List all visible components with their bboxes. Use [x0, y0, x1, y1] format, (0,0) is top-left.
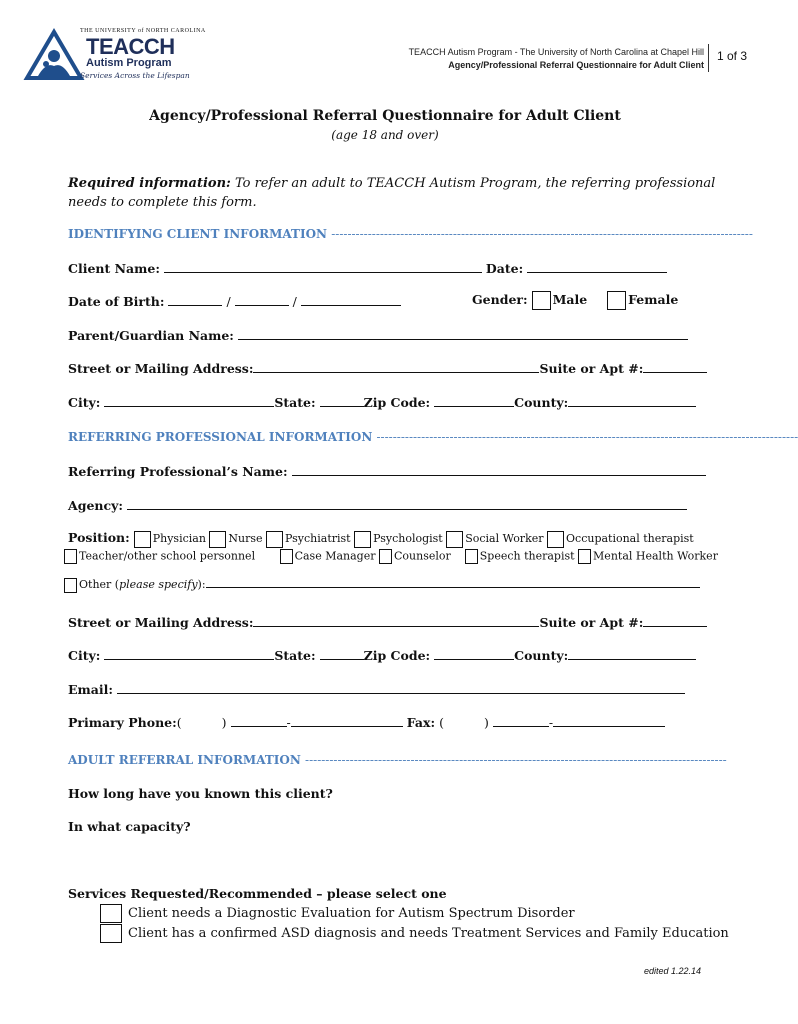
- client-state-label: State:: [274, 395, 316, 410]
- service-option-1: [100, 904, 575, 923]
- position-row1: [68, 530, 694, 548]
- prof-suite-field[interactable]: [643, 614, 707, 627]
- prof-street-label: Street or Mailing Address:: [68, 615, 254, 630]
- known-question: How long have you known this client?: [68, 786, 333, 801]
- position-counselor-checkbox[interactable]: [379, 549, 392, 564]
- client-suite-label: Suite or Apt #:: [539, 361, 644, 376]
- position-case-manager-checkbox[interactable]: [280, 549, 293, 564]
- fax-label: Fax:: [406, 715, 436, 730]
- dob-month-field[interactable]: [168, 293, 222, 306]
- page-header: [409, 46, 704, 72]
- page-subtitle: (age 18 and over): [331, 128, 439, 142]
- prof-city-row: [68, 647, 696, 663]
- capacity-question: In what capacity?: [68, 819, 191, 834]
- page-title: Agency/Professional Referral Questionnaire for Adult Client: [149, 108, 621, 124]
- gender-row: [472, 291, 678, 310]
- section-dash: --------------------------------------------------------------------------------------------------------: [376, 430, 798, 444]
- logo-name: TEACCH: [86, 34, 175, 59]
- prof-zip-field[interactable]: [434, 647, 514, 660]
- known-row: [68, 786, 333, 801]
- prof-state-label: State:: [274, 648, 316, 663]
- gender-male-label: Male: [552, 292, 588, 307]
- client-street-row: [68, 360, 707, 376]
- position-psychologist-label: Psychologist: [373, 532, 443, 545]
- intro-bold: Required information:: [68, 176, 231, 191]
- client-name-field[interactable]: [164, 260, 482, 273]
- section-dash: --------------------------------------------------------------------------------------------------------: [331, 227, 753, 241]
- agency-row: [68, 497, 687, 513]
- dob-year-field[interactable]: [301, 293, 401, 306]
- position-other-checkbox[interactable]: [64, 578, 77, 593]
- date-label: Date:: [485, 261, 524, 276]
- phone-dash: -: [286, 715, 291, 730]
- dob-day-field[interactable]: [235, 293, 289, 306]
- date-field[interactable]: [527, 260, 667, 273]
- gender-female-label: Female: [628, 292, 679, 307]
- position-psychiatrist-label: Psychiatrist: [285, 532, 351, 545]
- dob-slash: /: [292, 294, 297, 309]
- agency-field[interactable]: [127, 497, 687, 510]
- position-speech-label: Speech therapist: [479, 549, 575, 563]
- client-city-field[interactable]: [104, 394, 274, 407]
- guardian-row: [68, 327, 688, 343]
- header-line2: Agency/Professional Referral Questionnaire for Adult Client: [448, 60, 704, 70]
- services-title: Services Requested/Recommended – please select one: [68, 886, 447, 901]
- client-zip-field[interactable]: [434, 394, 514, 407]
- logo-university: THE UNIVERSITY of NORTH CAROLINA: [80, 28, 206, 34]
- section-dash: --------------------------------------------------------------------------------------------------------: [305, 753, 727, 767]
- position-speech-checkbox[interactable]: [465, 549, 478, 564]
- header-line1: TEACCH Autism Program - The University of North Carolina at Chapel Hill: [408, 47, 704, 57]
- position-nurse-checkbox[interactable]: [209, 531, 226, 548]
- prof-name-field[interactable]: [292, 463, 706, 476]
- fax-paren-open: (: [439, 715, 444, 730]
- client-name-label: Client Name:: [68, 261, 160, 276]
- guardian-label: Parent/Guardian Name:: [68, 328, 234, 343]
- fax-dash: -: [548, 715, 554, 730]
- phone-paren-close: ): [221, 715, 227, 730]
- prof-county-label: County:: [514, 648, 569, 663]
- gender-label: Gender:: [472, 292, 528, 307]
- position-case-manager-label: Case Manager: [294, 549, 376, 563]
- prof-city-field[interactable]: [104, 647, 274, 660]
- section-professional-heading: [68, 430, 798, 444]
- services-title-row: [68, 886, 447, 901]
- client-city-row: [68, 394, 696, 410]
- prof-street-field[interactable]: [253, 614, 539, 627]
- footer-edited: edited 1.22.14: [644, 966, 702, 976]
- position-social-worker-label: Social Worker: [465, 532, 544, 545]
- position-teacher-checkbox[interactable]: [64, 549, 77, 564]
- email-row: [68, 681, 685, 697]
- position-mhw-checkbox[interactable]: [578, 549, 591, 564]
- fax-paren-close: ): [483, 715, 489, 730]
- prof-name-row: [68, 463, 706, 479]
- position-ot-checkbox[interactable]: [547, 531, 564, 548]
- position-other-specify: please specify: [119, 578, 198, 591]
- intro-body: To refer an adult to TEACCH Autism Program, the referring professional needs to complete this form.: [68, 176, 716, 210]
- service-diagnostic-label: Client needs a Diagnostic Evaluation for Autism Spectrum Disorder: [128, 906, 575, 921]
- agency-label: Agency:: [68, 498, 123, 513]
- position-teacher-label: Teacher/other school personnel: [79, 549, 256, 563]
- position-other-row: [64, 577, 700, 593]
- section-professional-label: REFERRING PROFESSIONAL INFORMATION: [68, 430, 373, 444]
- client-name-row: [68, 260, 667, 276]
- position-other-field[interactable]: [206, 577, 700, 588]
- phone-row: [68, 714, 665, 730]
- prof-state-field[interactable]: [320, 647, 364, 660]
- client-street-field[interactable]: [253, 360, 539, 373]
- fax-number-field[interactable]: [553, 714, 665, 727]
- position-psychologist-checkbox[interactable]: [354, 531, 371, 548]
- position-row2: [64, 549, 718, 564]
- logo-program: Autism Program: [86, 57, 172, 69]
- logo-tagline: Services Across the Lifespan: [80, 71, 190, 80]
- prof-street-row: [68, 614, 707, 630]
- service-treatment-checkbox[interactable]: [100, 924, 122, 943]
- position-options-row1: [134, 532, 694, 545]
- email-field[interactable]: [117, 681, 685, 694]
- service-treatment-label: Client has a confirmed ASD diagnosis and needs Treatment Services and Family Education: [128, 926, 729, 941]
- client-street-label: Street or Mailing Address:: [68, 361, 254, 376]
- guardian-field[interactable]: [238, 327, 688, 340]
- position-physician-label: Physician: [152, 532, 206, 545]
- gender-male-checkbox[interactable]: [532, 291, 551, 310]
- service-diagnostic-checkbox[interactable]: [100, 904, 122, 923]
- position-social-worker-checkbox[interactable]: [446, 531, 463, 548]
- service-option-2: [100, 924, 729, 943]
- position-label: Position:: [68, 530, 130, 545]
- client-state-field[interactable]: [320, 394, 364, 407]
- prof-name-label: Referring Professional’s Name:: [68, 464, 288, 479]
- position-physician-checkbox[interactable]: [134, 531, 151, 548]
- teacch-logo: [24, 28, 206, 84]
- client-city-label: City:: [68, 395, 101, 410]
- phone-number-field[interactable]: [291, 714, 403, 727]
- dob-slash: /: [226, 294, 231, 309]
- section-client-heading: [68, 227, 753, 241]
- dob-label: Date of Birth:: [68, 294, 165, 309]
- client-suite-field[interactable]: [643, 360, 707, 373]
- intro-text: [68, 174, 718, 212]
- section-adult-label: ADULT REFERRAL INFORMATION: [68, 753, 301, 767]
- section-client-label: IDENTIFYING CLIENT INFORMATION: [68, 227, 328, 241]
- position-psychiatrist-checkbox[interactable]: [266, 531, 283, 548]
- position-mhw-label: Mental Health Worker: [593, 549, 718, 563]
- dob-row: [68, 293, 401, 309]
- position-other-end: ):: [197, 578, 206, 591]
- phone-label: Primary Phone:: [68, 715, 177, 730]
- fax-prefix-field[interactable]: [493, 714, 549, 727]
- position-counselor-label: Counselor: [393, 549, 451, 563]
- page-number: 1 of 3: [708, 44, 747, 72]
- position-nurse-label: Nurse: [228, 532, 263, 545]
- capacity-row: [68, 819, 191, 834]
- gender-female-checkbox[interactable]: [607, 291, 626, 310]
- prof-suite-label: Suite or Apt #:: [539, 615, 644, 630]
- phone-paren-open: (: [176, 715, 182, 730]
- client-zip-label: Zip Code:: [363, 395, 431, 410]
- client-county-field[interactable]: [568, 394, 696, 407]
- client-county-label: County:: [514, 395, 569, 410]
- email-label: Email:: [68, 682, 113, 697]
- position-ot-label: Occupational therapist: [566, 532, 694, 545]
- prof-zip-label: Zip Code:: [363, 648, 431, 663]
- position-other-label: Other (: [79, 578, 120, 591]
- prof-city-label: City:: [68, 648, 101, 663]
- prof-county-field[interactable]: [568, 647, 696, 660]
- section-adult-heading: [68, 753, 727, 767]
- phone-prefix-field[interactable]: [231, 714, 287, 727]
